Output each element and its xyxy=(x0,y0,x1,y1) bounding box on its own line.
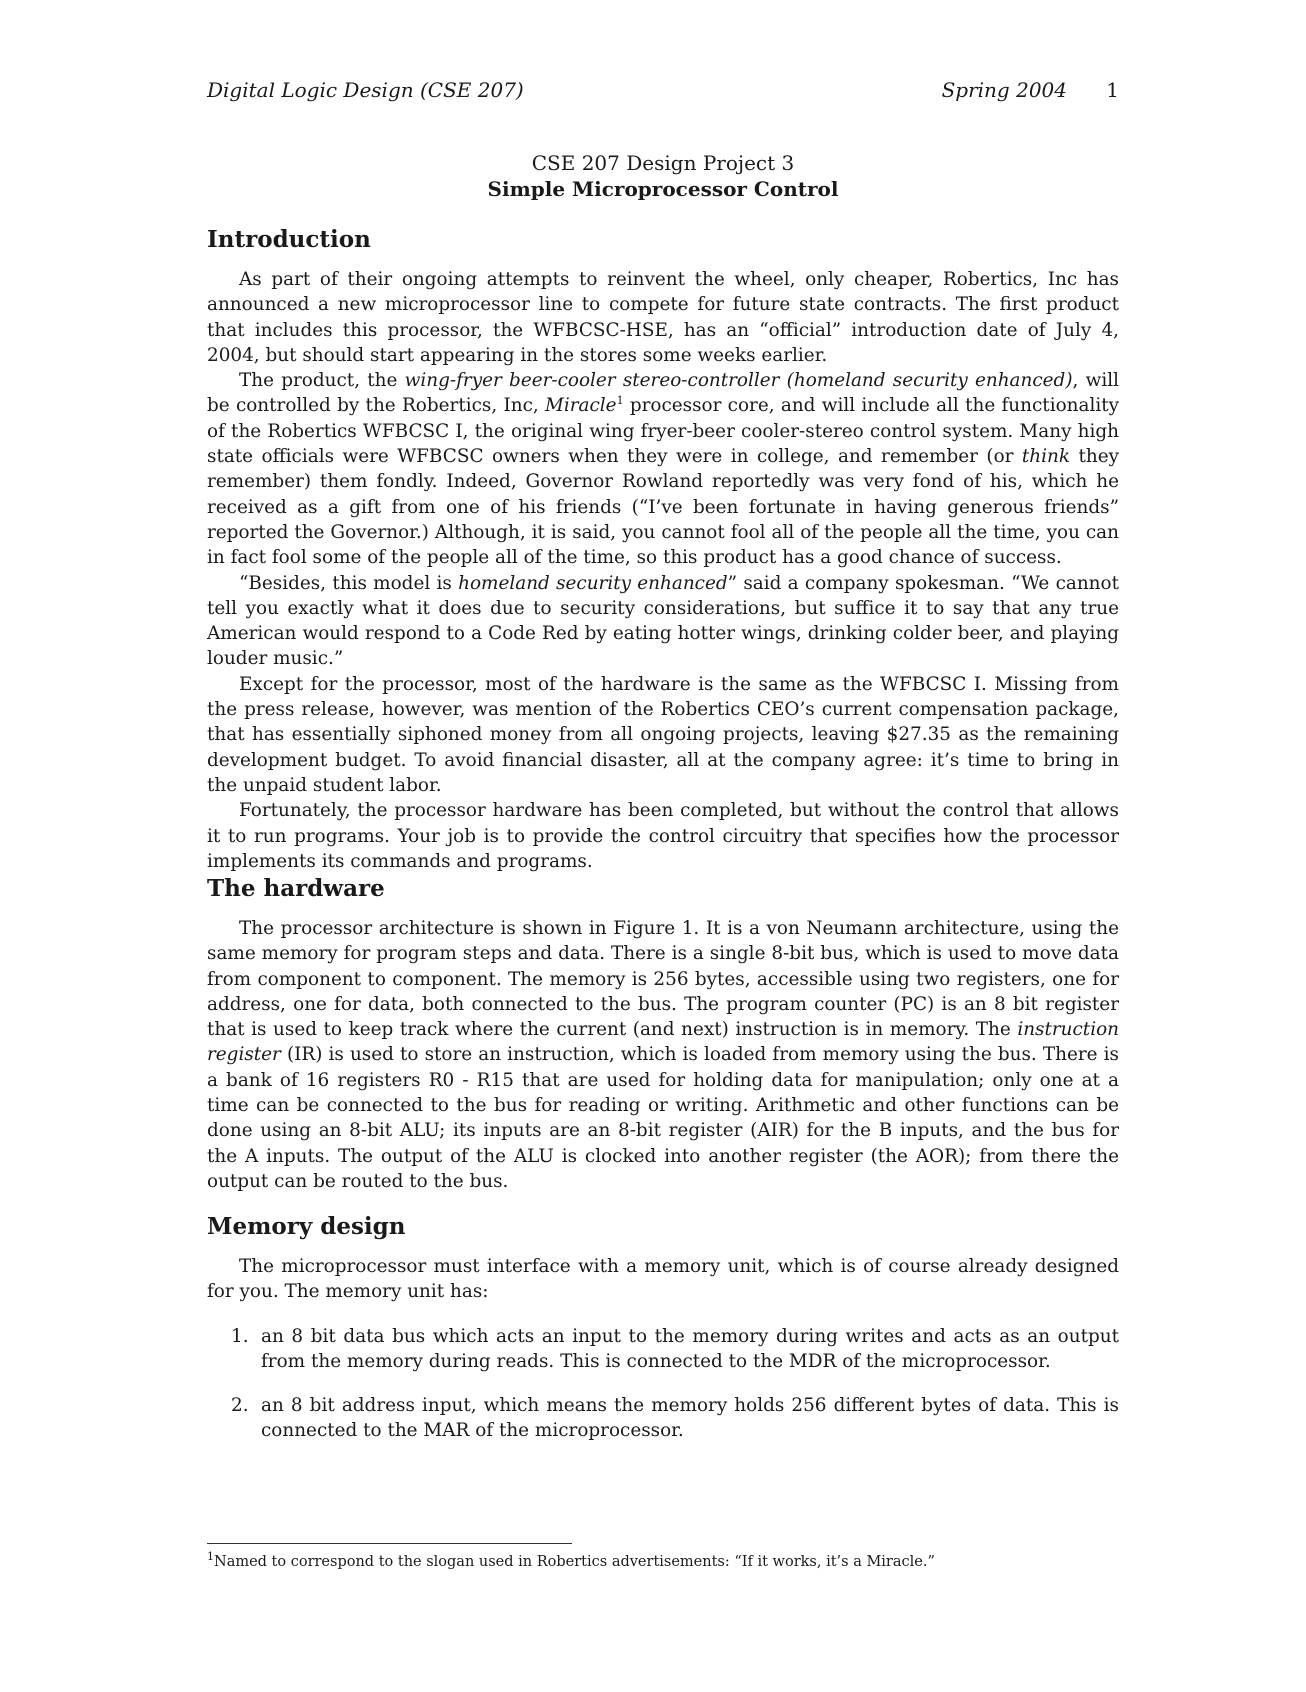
project-subtitle: Simple Microprocessor Control xyxy=(487,177,839,201)
list-item: 1. an 8 bit data bus which acts an input to the memory during writes and acts as an output from the memory during reads. This is connected to the MDR of the microprocessor. xyxy=(231,1325,1119,1372)
memory-section xyxy=(207,1212,1119,1444)
page-number: 1 xyxy=(1106,78,1119,102)
running-header xyxy=(207,78,1119,106)
memory-feature-list xyxy=(207,1324,1119,1444)
hse-emphasis: homeland security enhanced xyxy=(458,572,728,594)
document-title xyxy=(207,150,1119,202)
product-name: wing-fryer beer-cooler stereo-controller (homeland security enhanced) xyxy=(404,370,1073,392)
introduction-section xyxy=(207,225,1119,874)
memory-heading: Memory design xyxy=(207,1213,406,1240)
hardware-heading: The hardware xyxy=(207,875,385,902)
think-emphasis: think xyxy=(1021,446,1071,468)
term: Spring 2004 xyxy=(941,78,1067,102)
intro-paragraph-2: The product, the wing-fryer beer-cooler stereo-controller (homeland security enhanced), will be controlled by the Robertics, Inc, Miracle$^1$ processor core, and will include all the functionality of the Robertics WFBCSC I, the original wing fryer-beer cooler-stereo control system. Many high state officials were WFBCSC owners when they were in college, and remember (or think they remember) them fondly. Indeed, Governor Rowland reportedly was very fond of his, which he received as a gift from one of his friends (“I’ve been fortunate in having generous friends” reported the Governor.) Although, it is said, you cannot fool all of the people all the time, you can in fact fool some of the people all of the time, so this product has a good chance of success. xyxy=(207,370,1119,569)
footnote-text: Named to correspond to the slogan used in Robertics advertisements: “If it works, it’s a Miracle.” xyxy=(214,1554,935,1570)
intro-paragraph-4: Except for the processor, most of the hardware is the same as the WFBCSC I. Missing from the press release, however, was mention of the Robertics CEO’s current compensation package, that has essentially siphoned money from all ongoing projects, leaving $27.35 as the remaining development budget. To avoid financial disaster, all at the company agree: it’s time to bring in the unpaid student labor. xyxy=(207,673,1119,796)
project-title: CSE 207 Design Project 3 xyxy=(531,151,795,175)
list-item: 2. an 8 bit address input, which means the memory holds 256 different bytes of data. This is connected to the MAR of the microprocessor. xyxy=(231,1395,1119,1442)
introduction-heading: Introduction xyxy=(207,226,371,253)
intro-paragraph-5: Fortunately, the processor hardware has been completed, but without the control that allows it to run programs. Your job is to provide the control circuitry that specifies how the processor implements its commands and programs. xyxy=(207,800,1119,872)
footnote xyxy=(207,1550,1119,1571)
footnote-mark: 1 xyxy=(207,1550,214,1564)
instruction-register-emphasis: instruction register xyxy=(207,1019,1119,1066)
hardware-section xyxy=(207,874,1119,1194)
course-title: Digital Logic Design (CSE 207) xyxy=(207,78,524,102)
intro-paragraph-1: As part of their ongoing attempts to reinvent the wheel, only cheaper, Robertics, Inc has announced a new microprocessor line to compete for future state contracts. The first product that includes this processor, the WFBCSC-HSE, has an “official” introduction date of July 4, 2004, but should start appearing in the stores some weeks earlier. xyxy=(207,269,1119,366)
core-name: Miracle xyxy=(545,395,617,417)
footnote-marker: 1 xyxy=(616,394,624,408)
footnote-divider xyxy=(207,1543,572,1544)
memory-paragraph-1: The microprocessor must interface with a memory unit, which is of course already designed for you. The memory unit has: xyxy=(207,1256,1119,1303)
hardware-paragraph-1: The processor architecture is shown in Figure 1. It is a von Neumann architecture, using the same memory for program steps and data. There is a single 8-bit bus, which is used to move data from component to component. The memory is 256 bytes, accessible using two registers, one for address, one for data, both connected to the bus. The program counter (PC) is an 8 bit register that is used to keep track where the current (and next) instruction is in memory. The instruction register (IR) is used to store an instruction, which is loaded from memory using the bus. There is a bank of 16 registers R0 - R15 that are used for holding data for manipulation; only one at a time can be connected to the bus for reading or writing. Arithmetic and other functions can be done using an 8-bit ALU; its inputs are an 8-bit register (AIR) for the B inputs, and the bus for the A inputs. The output of the ALU is clocked into another register (the AOR); from there the output can be routed to the bus. xyxy=(207,918,1119,1192)
intro-paragraph-3: “Besides, this model is homeland security enhanced” said a company spokesman. “We cannot tell you exactly what it does due to security considerations, but suffice it to say that any true American would respond to a Code Red by eating hotter wings, drinking colder beer, and playing louder music.” xyxy=(207,572,1119,670)
